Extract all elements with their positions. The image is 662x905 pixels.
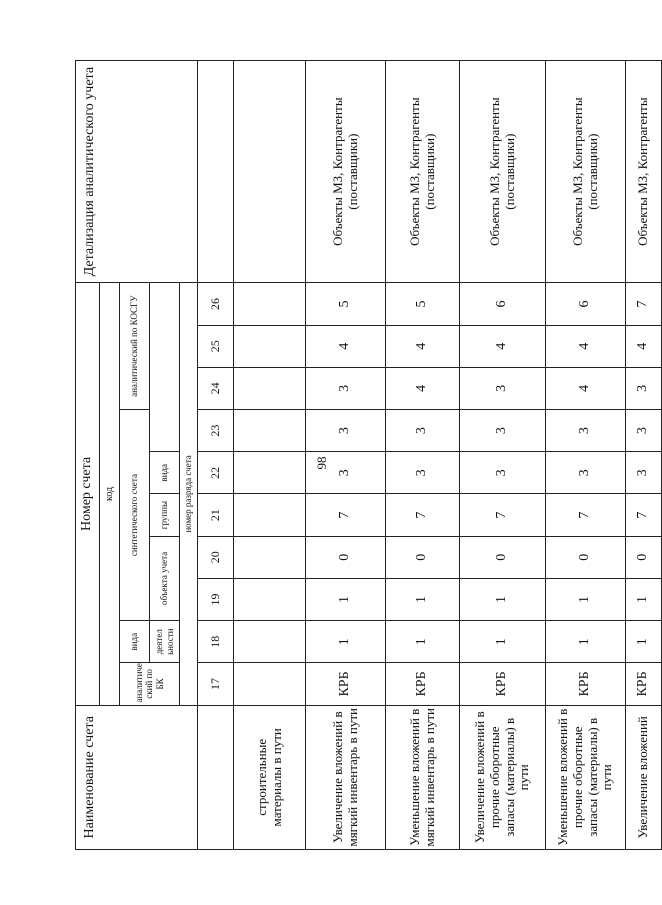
row-code-c21: 7: [460, 494, 546, 536]
row-detail: Объекты МЗ, Контрагенты (поставщики): [460, 61, 546, 283]
header-code: код: [100, 283, 120, 705]
row-account-name: строительные материалы в пути: [234, 705, 306, 849]
row-code-c22: 3: [546, 452, 626, 494]
header-group: группы: [150, 494, 180, 536]
row-account-name: Увеличение вложений в мягкий инвентарь в пути: [306, 705, 386, 849]
accounts-table: [75, 60, 662, 850]
row-code-c26: [234, 283, 306, 325]
row-code-c24: 3: [460, 367, 546, 409]
header-analytic-bk: аналитиче ский по БК: [120, 663, 180, 705]
row-code-c22: 3: [460, 452, 546, 494]
row-code-c20: 0: [306, 536, 386, 578]
row-account-name: Увеличение вложений: [626, 705, 662, 849]
digit-cell: 22: [198, 452, 234, 494]
digit-cell: 17: [198, 663, 234, 705]
digit-cell: 20: [198, 536, 234, 578]
row-code-c21: 7: [306, 494, 386, 536]
row-code-c18: 1: [460, 621, 546, 663]
row-code-c19: 1: [386, 578, 460, 620]
row-detail: Объекты МЗ, Контрагенты (поставщики): [306, 61, 386, 283]
header-activity-type-top: вида: [120, 621, 150, 663]
row-code-c23: 3: [546, 410, 626, 452]
digit-cell: 23: [198, 410, 234, 452]
row-code-c19: 1: [626, 578, 662, 620]
table-row: [626, 61, 662, 850]
digit-cell: 18: [198, 621, 234, 663]
digit-cell: 19: [198, 578, 234, 620]
row-code-c21: [234, 494, 306, 536]
header-account-name: Наименование счета: [76, 705, 198, 849]
row-code-c25: [234, 325, 306, 367]
row-code-c24: 4: [546, 367, 626, 409]
row-code-c19: 1: [460, 578, 546, 620]
row-code-bk: [234, 663, 306, 705]
table-row: [234, 61, 306, 850]
row-code-c25: 4: [626, 325, 662, 367]
row-code-bk: КРБ: [386, 663, 460, 705]
row-code-c23: 3: [460, 410, 546, 452]
row-detail: Объекты МЗ, Контрагенты (поставщики): [386, 61, 460, 283]
header-kind: вида: [150, 452, 180, 494]
row-code-c22: 3: [306, 452, 386, 494]
row-code-c26: 6: [460, 283, 546, 325]
row-code-c19: 1: [546, 578, 626, 620]
row-code-c23: 3: [626, 410, 662, 452]
header-digit-number: номер разряда счета: [180, 283, 198, 705]
table-row: [306, 61, 386, 850]
header-empty: [150, 283, 180, 452]
table-rows: [234, 61, 662, 850]
table-row: [546, 61, 626, 850]
header-account-object: объекта учета: [150, 536, 180, 620]
row-account-name: Увеличение вложений в прочие оборотные запасы (материалы) в пути: [460, 705, 546, 849]
row-code-c24: [234, 367, 306, 409]
row-code-c22: [234, 452, 306, 494]
header-detail: Детализация аналитического учета: [76, 61, 198, 283]
digit-cell: 25: [198, 325, 234, 367]
row-code-c25: 4: [306, 325, 386, 367]
row-code-c19: [234, 578, 306, 620]
row-code-c24: 3: [306, 367, 386, 409]
page-number: 98: [314, 456, 329, 470]
row-code-c25: 4: [460, 325, 546, 367]
row-code-c25: 4: [386, 325, 460, 367]
digit-cell-blank: [198, 705, 234, 849]
digit-cell: 21: [198, 494, 234, 536]
row-account-name: Уменьшение вложений в прочие оборотные запасы (материалы) в пути: [546, 705, 626, 849]
digit-cell-blank: [198, 61, 234, 283]
row-code-bk: КРБ: [626, 663, 662, 705]
row-code-bk: КРБ: [306, 663, 386, 705]
rotated-page: [75, 60, 651, 850]
row-code-c18: [234, 621, 306, 663]
row-code-c20: 0: [626, 536, 662, 578]
row-code-c25: 4: [546, 325, 626, 367]
row-code-bk: КРБ: [546, 663, 626, 705]
row-code-c23: 3: [386, 410, 460, 452]
row-code-c20: [234, 536, 306, 578]
row-code-c26: 5: [386, 283, 460, 325]
row-code-c21: 7: [546, 494, 626, 536]
row-code-c20: 0: [386, 536, 460, 578]
row-detail: Объекты МЗ, Контрагенты: [626, 61, 662, 283]
row-code-c22: 3: [386, 452, 460, 494]
row-code-bk: КРБ: [460, 663, 546, 705]
header-activity-type: деятел ьности: [150, 621, 180, 663]
row-code-c23: 3: [306, 410, 386, 452]
row-code-c18: 1: [306, 621, 386, 663]
row-code-c26: 7: [626, 283, 662, 325]
row-code-c26: 6: [546, 283, 626, 325]
row-code-c18: 1: [546, 621, 626, 663]
row-code-c24: 3: [626, 367, 662, 409]
row-code-c18: 1: [386, 621, 460, 663]
digit-cell: 24: [198, 367, 234, 409]
row-code-c23: [234, 410, 306, 452]
row-code-c18: 1: [626, 621, 662, 663]
row-code-c20: 0: [460, 536, 546, 578]
header-account-number: Номер счета: [76, 283, 100, 705]
row-code-c26: 5: [306, 283, 386, 325]
header-analytic-kosgu: аналитический по КОСГУ: [120, 283, 150, 410]
header-synthetic: синтетического счета: [120, 410, 150, 621]
row-account-name: Уменьшение вложений в мягкий инвентарь в пути: [386, 705, 460, 849]
row-detail: [234, 61, 306, 283]
row-code-c24: 4: [386, 367, 460, 409]
table-row: [460, 61, 546, 850]
row-code-c19: 1: [306, 578, 386, 620]
table-row: [386, 61, 460, 850]
row-code-c22: 3: [626, 452, 662, 494]
row-code-c21: 7: [386, 494, 460, 536]
row-detail: Объекты МЗ, Контрагенты (поставщики): [546, 61, 626, 283]
digit-cell: 26: [198, 283, 234, 325]
row-code-c20: 0: [546, 536, 626, 578]
row-code-c21: 7: [626, 494, 662, 536]
